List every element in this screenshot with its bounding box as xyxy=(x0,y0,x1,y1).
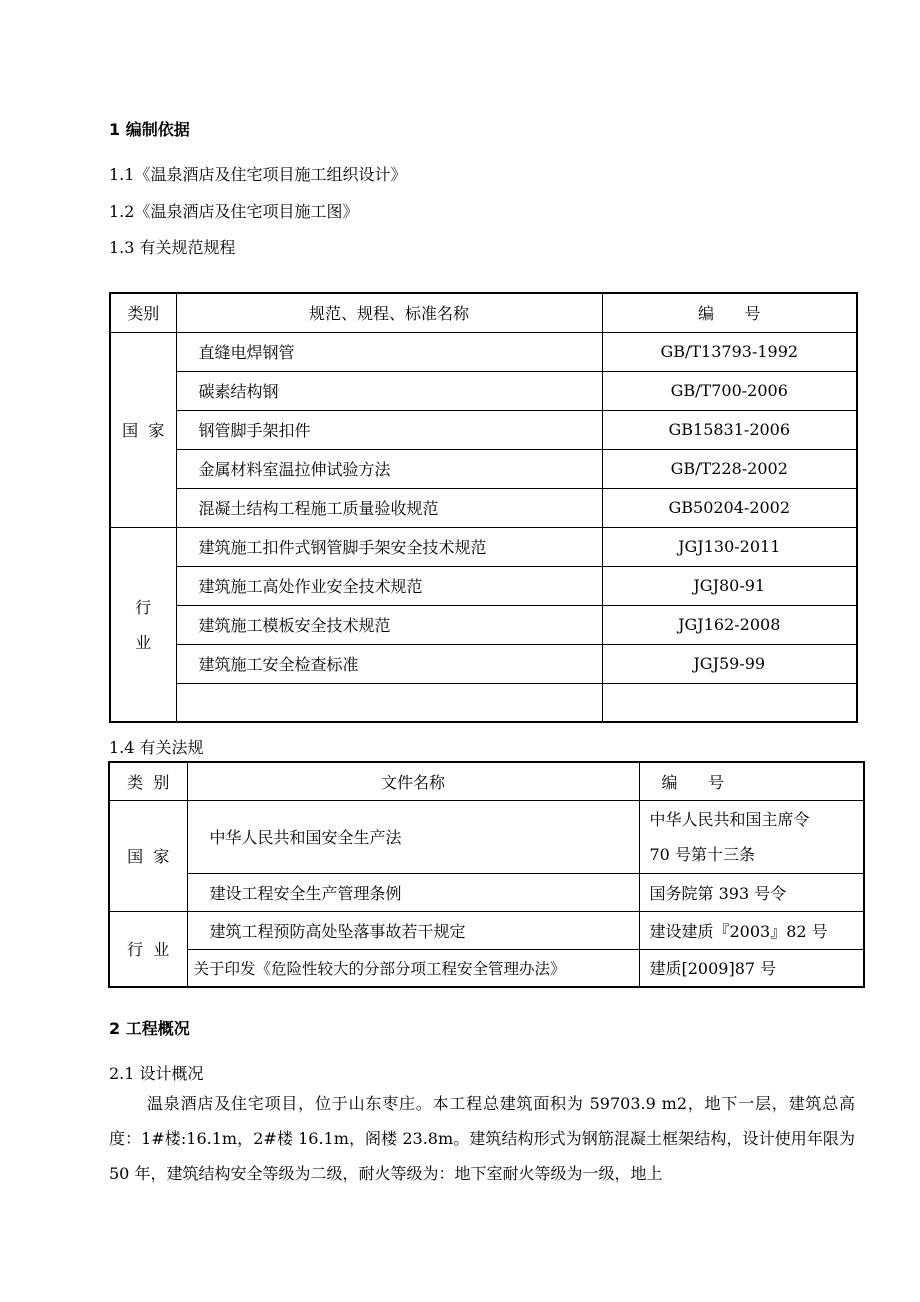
category-industry: 行 业 xyxy=(109,911,187,987)
standard-name: 建筑施工模板安全技术规范 xyxy=(176,605,602,644)
standards-table xyxy=(109,292,858,723)
standard-code: JGJ130-2011 xyxy=(602,527,857,566)
table-row xyxy=(109,949,864,987)
standard-code xyxy=(602,683,857,722)
section-1-heading: 1 编制依据 xyxy=(109,120,190,139)
table-row xyxy=(110,527,857,566)
standard-code: JGJ162-2008 xyxy=(602,605,857,644)
table-header-row xyxy=(109,762,864,800)
table-row xyxy=(110,488,857,527)
standard-code: GB/T700-2006 xyxy=(602,371,857,410)
table-row xyxy=(110,449,857,488)
section-1-4-heading: 1.4 有关法规 xyxy=(109,738,204,757)
table-row xyxy=(110,566,857,605)
category-industry-line-2: 业 xyxy=(135,633,152,653)
regulation-code: 国务院第 393 号令 xyxy=(639,873,864,911)
table-row xyxy=(110,332,857,371)
regulation-code: 建质[2009]87 号 xyxy=(639,949,864,987)
table-row xyxy=(109,800,864,873)
reference-item-1-2: 1.2《温泉酒店及住宅项目施工图》 xyxy=(109,202,359,221)
standard-name: 直缝电焊钢管 xyxy=(176,332,602,371)
column-header-document-name: 文件名称 xyxy=(187,762,639,800)
standard-code: GB/T228-2002 xyxy=(602,449,857,488)
standard-name xyxy=(176,683,602,722)
table-row xyxy=(110,644,857,683)
section-2-heading: 2 工程概况 xyxy=(109,1019,190,1038)
project-overview-paragraph: 温泉酒店及住宅项目，位于山东枣庄。本工程总建筑面积为 59703.9 m2，地下一层，建筑总高度：1#楼:16.1m，2#楼 16.1m，阁楼 23.8m。建筑结构形式为钢筋混凝土框架结构，设计使用年限为 50 年，建筑结构安全等级为二级，耐火等级为：地下室耐火等级为一级，地上 xyxy=(109,1094,855,1183)
section-2-1-heading: 2.1 设计概况 xyxy=(109,1064,204,1083)
standard-name: 钢管脚手架扣件 xyxy=(176,410,602,449)
reference-item-1-3: 1.3 有关规范规程 xyxy=(109,238,236,257)
regulations-table xyxy=(108,761,865,988)
regulation-code-line-1: 中华人民共和国主席令 xyxy=(649,809,810,829)
regulation-name: 中华人民共和国安全生产法 xyxy=(187,800,639,873)
standard-name: 建筑施工高处作业安全技术规范 xyxy=(176,566,602,605)
column-header-code: 编 号 xyxy=(639,762,864,800)
standard-code: GB50204-2002 xyxy=(602,488,857,527)
column-header-code: 编 号 xyxy=(602,293,857,332)
category-industry xyxy=(110,527,176,722)
regulation-code: 建设建质『2003』82 号 xyxy=(639,911,864,949)
regulation-name: 建筑工程预防高处坠落事故若干规定 xyxy=(187,911,639,949)
table-row xyxy=(109,911,864,949)
column-header-category: 类别 xyxy=(110,293,176,332)
category-national: 国 家 xyxy=(109,800,187,911)
standard-code: JGJ80-91 xyxy=(602,566,857,605)
standard-name: 碳素结构钢 xyxy=(176,371,602,410)
table-row xyxy=(110,605,857,644)
regulation-code xyxy=(639,800,864,873)
column-header-category: 类 别 xyxy=(109,762,187,800)
table-row-empty xyxy=(110,683,857,722)
column-header-name: 规范、规程、标准名称 xyxy=(176,293,602,332)
standard-name: 建筑施工扣件式钢管脚手架安全技术规范 xyxy=(176,527,602,566)
standard-code: JGJ59-99 xyxy=(602,644,857,683)
standard-name: 混凝土结构工程施工质量验收规范 xyxy=(176,488,602,527)
table-header-row xyxy=(110,293,857,332)
standard-code: GB15831-2006 xyxy=(602,410,857,449)
standard-code: GB/T13793-1992 xyxy=(602,332,857,371)
regulation-name: 建设工程安全生产管理条例 xyxy=(187,873,639,911)
regulation-name: 关于印发《危险性较大的分部分项工程安全管理办法》 xyxy=(187,949,639,987)
regulation-code-line-2: 70 号第十三条 xyxy=(649,844,755,864)
table-row xyxy=(110,410,857,449)
category-industry-line-1: 行 xyxy=(135,598,152,618)
table-row xyxy=(109,873,864,911)
table-row xyxy=(110,371,857,410)
category-national: 国 家 xyxy=(110,332,176,527)
standard-name: 金属材料室温拉伸试验方法 xyxy=(176,449,602,488)
reference-item-1-1: 1.1《温泉酒店及住宅项目施工组织设计》 xyxy=(109,165,407,184)
standard-name: 建筑施工安全检查标准 xyxy=(176,644,602,683)
